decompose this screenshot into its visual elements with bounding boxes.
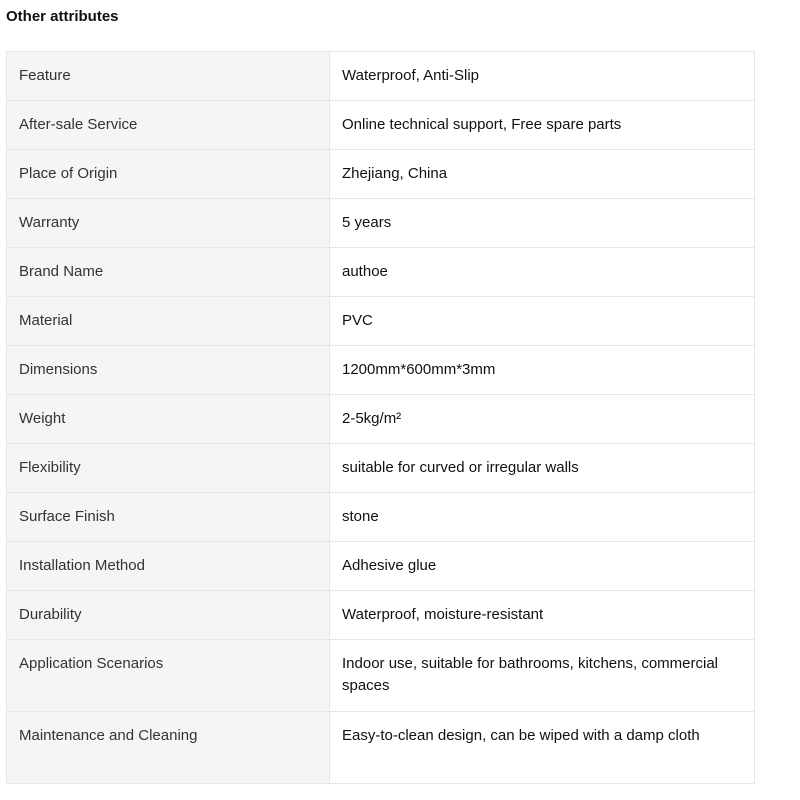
attribute-value: stone: [330, 493, 755, 542]
attribute-label: Feature: [7, 52, 330, 101]
attribute-row-material: [7, 297, 755, 346]
attribute-label: Application Scenarios: [7, 640, 330, 712]
attribute-row-brand-name: [7, 248, 755, 297]
attribute-value: Easy-to-clean design, can be wiped with a damp cloth: [330, 712, 755, 784]
attribute-label: Installation Method: [7, 542, 330, 591]
attributes-table: [6, 51, 755, 784]
attribute-value: 1200mm*600mm*3mm: [330, 346, 755, 395]
attribute-value: Online technical support, Free spare parts: [330, 101, 755, 150]
attribute-label: Maintenance and Cleaning: [7, 712, 330, 784]
attribute-label: Material: [7, 297, 330, 346]
attribute-value: Adhesive glue: [330, 542, 755, 591]
attribute-row-place-of-origin: [7, 150, 755, 199]
attribute-row-warranty: [7, 199, 755, 248]
attribute-label: Flexibility: [7, 444, 330, 493]
attribute-value: 5 years: [330, 199, 755, 248]
attribute-label: Place of Origin: [7, 150, 330, 199]
attribute-row-application-scenarios: [7, 640, 755, 712]
attribute-row-dimensions: [7, 346, 755, 395]
attribute-label: Weight: [7, 395, 330, 444]
attribute-value: authoe: [330, 248, 755, 297]
attribute-label: Dimensions: [7, 346, 330, 395]
attribute-value: PVC: [330, 297, 755, 346]
attribute-value: Waterproof, Anti-Slip: [330, 52, 755, 101]
attribute-row-installation-method: [7, 542, 755, 591]
attribute-value: Waterproof, moisture-resistant: [330, 591, 755, 640]
attribute-value: 2-5kg/m²: [330, 395, 755, 444]
attribute-row-weight: [7, 395, 755, 444]
attribute-row-flexibility: [7, 444, 755, 493]
attribute-row-surface-finish: [7, 493, 755, 542]
attribute-label: After-sale Service: [7, 101, 330, 150]
attribute-value: suitable for curved or irregular walls: [330, 444, 755, 493]
attribute-row-durability: [7, 591, 755, 640]
section-title: Other attributes: [6, 8, 119, 25]
attribute-value: Indoor use, suitable for bathrooms, kitchens, commercial spaces: [330, 640, 755, 712]
attribute-row-feature: [7, 52, 755, 101]
attribute-row-maintenance-and-cleaning: [7, 712, 755, 784]
attribute-label: Surface Finish: [7, 493, 330, 542]
attribute-label: Warranty: [7, 199, 330, 248]
attribute-label: Durability: [7, 591, 330, 640]
attribute-row-after-sale-service: [7, 101, 755, 150]
attribute-label: Brand Name: [7, 248, 330, 297]
attribute-value: Zhejiang, China: [330, 150, 755, 199]
